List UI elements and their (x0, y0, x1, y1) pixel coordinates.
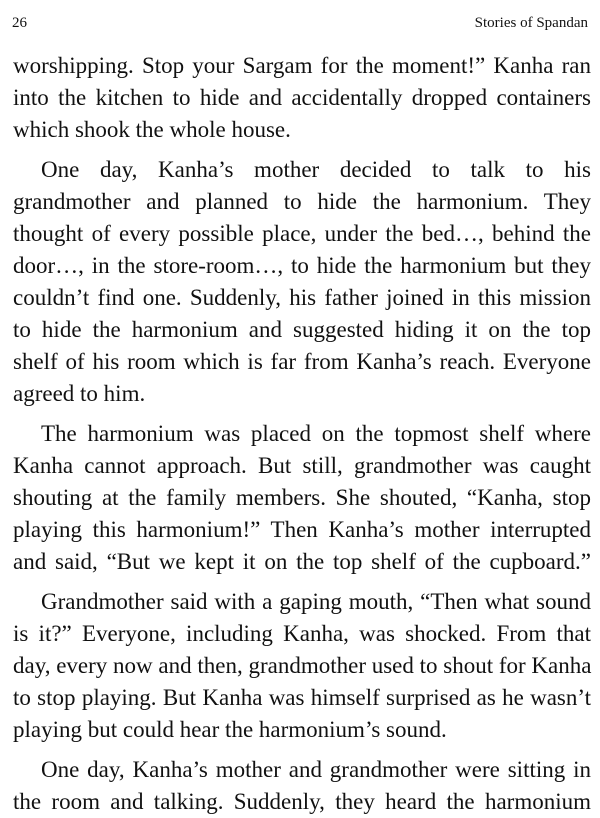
text-line: the room and talking. Suddenly, they heard the harmonium (13, 789, 591, 814)
text-line: Kanha cannot approach. But still, grandmother was caught (13, 453, 591, 478)
text-line: grandmother and planned to hide the harmonium. They (13, 189, 591, 214)
text-line: thought of every possible place, under the bed…, behind the (13, 221, 591, 246)
text-line: playing but could hear the harmonium’s sound. (13, 717, 447, 742)
text-line: shelf of his room which is far from Kanha’s reach. Everyone (13, 349, 591, 374)
paragraph-2 (13, 154, 591, 410)
text-line: shouting at the family members. She shouted, “Kanha, stop (13, 485, 591, 510)
paragraph-4 (13, 586, 591, 746)
text-line: couldn’t find one. Suddenly, his father joined in this mission (13, 285, 591, 310)
text-line: Grandmother said with a gaping mouth, “Then what sound (41, 589, 591, 614)
paragraph-3 (13, 418, 591, 578)
text-line: and said, “But we kept it on the top shelf of the cupboard.” (13, 549, 591, 574)
text-line: to hide the harmonium and suggested hiding it on the top (13, 317, 591, 342)
text-line: worshipping. Stop your Sargam for the moment!” Kanha ran (13, 53, 591, 78)
story-text (13, 50, 591, 818)
text-line: One day, Kanha’s mother decided to talk to his (41, 157, 591, 182)
text-line: playing this harmonium!” Then Kanha’s mother interrupted (13, 517, 591, 542)
text-line: day, every now and then, grandmother used to shout for Kanha (13, 653, 592, 678)
paragraph-1 (13, 50, 591, 146)
text-line: agreed to him. (13, 381, 146, 406)
text-line: door…, in the store-room…, to hide the harmonium but they (13, 253, 591, 278)
text-line: into the kitchen to hide and accidentally dropped containers (13, 85, 591, 110)
text-line: which shook the whole house. (13, 117, 291, 142)
text-line: to stop playing. But Kanha was himself surprised as he wasn’t (13, 685, 591, 710)
page-header (12, 12, 588, 34)
paragraph-5 (13, 754, 591, 818)
page-number: 26 (12, 15, 27, 31)
running-title: Stories of Spandan (474, 15, 588, 31)
text-line: The harmonium was placed on the topmost shelf where (41, 421, 591, 446)
text-line: One day, Kanha’s mother and grandmother were sitting in (41, 757, 591, 782)
text-line: is it?” Everyone, including Kanha, was shocked. From that (13, 621, 591, 646)
